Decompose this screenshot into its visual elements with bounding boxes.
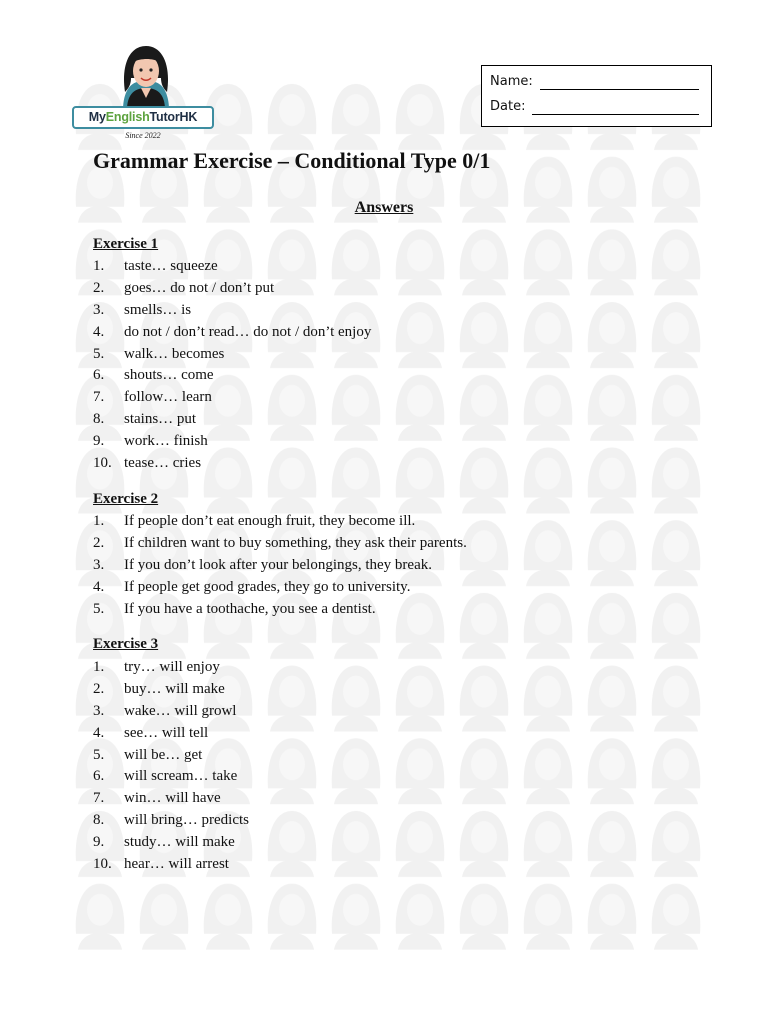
exercise-1-title: Exercise 1	[93, 236, 159, 252]
date-label: Date:	[490, 99, 526, 114]
page-title: Grammar Exercise – Conditional Type 0/1	[93, 148, 491, 173]
brand-since-text: Since 2022	[125, 131, 161, 140]
name-field[interactable]	[540, 89, 699, 90]
brand-logo	[72, 44, 218, 144]
brand-name: MyEnglishTutorHK	[72, 106, 214, 129]
date-field[interactable]	[532, 114, 699, 115]
name-row	[490, 74, 699, 94]
answers-heading: Answers	[354, 199, 414, 216]
exercise-3-title: Exercise 3	[93, 636, 159, 652]
date-row	[490, 99, 699, 119]
exercise-2-title: Exercise 2	[93, 491, 159, 507]
name-date-box	[481, 65, 712, 127]
name-label: Name:	[490, 74, 533, 89]
tutor-avatar-icon	[115, 44, 177, 110]
